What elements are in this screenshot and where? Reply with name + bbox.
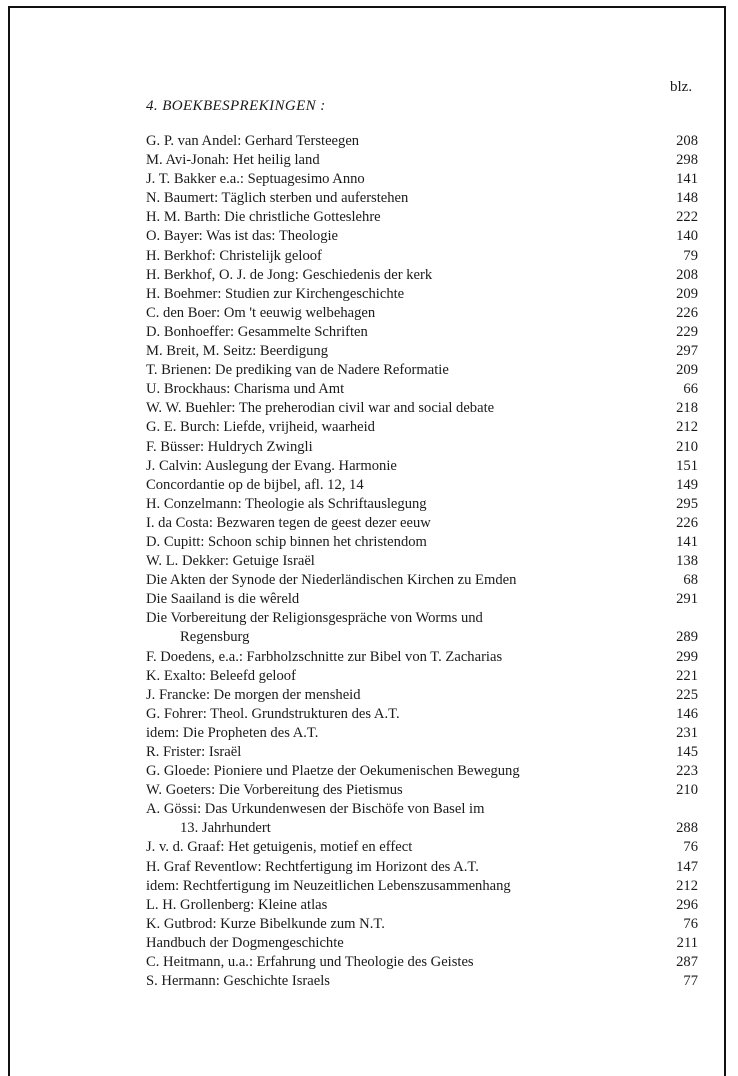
index-entry [146,304,698,323]
entry-title-line: D. Bonhoeffer: Gesammelte Schriften [146,323,368,340]
entry-title [146,915,658,934]
entry-title-line: H. Berkhof: Christelijk geloof [146,247,322,264]
index-entry [146,743,698,762]
entry-page-number: 148 [676,190,698,207]
index-entry [146,705,698,724]
entry-page-number: 76 [683,915,698,932]
entry-page-number: 298 [676,152,698,169]
entry-title-line: M. Avi-Jonah: Het heilig land [146,152,320,169]
entry-title-line: W. L. Dekker: Getuige Israël [146,553,315,570]
entry-title [146,514,658,533]
entry-page-number: 295 [676,495,698,512]
entry-title [146,418,658,437]
entry-page-number: 288 [676,820,698,837]
entry-page-number: 141 [676,171,698,188]
index-entry [146,858,698,877]
entry-page-number: 218 [676,400,698,417]
entry-title-line: W. W. Buehler: The preherodian civil war and social debate [146,400,495,417]
entry-title [146,361,658,380]
entry-title [146,438,658,457]
entry-title [146,648,658,667]
index-entry [146,915,698,934]
entry-title-line: R. Frister: Israël [146,744,242,760]
entry-page-number: 299 [676,648,698,665]
entry-title [146,227,658,246]
entry-page-number: 231 [676,724,698,741]
entry-title-line: A. Gössi: Das Urkundenwesen der Bischöfe von Basel im [146,801,485,818]
entry-title-line: N. Baumert: Täglich sterben und auferstehen [146,190,409,207]
entry-title [146,838,658,857]
entry-title-line: C. den Boer: Om 't eeuwig welbehagen [146,304,376,321]
entry-page-number: 209 [676,362,698,379]
index-entry [146,476,698,495]
entry-page-number: 212 [676,877,698,894]
index-entry [146,762,698,781]
index-entry [146,151,698,170]
index-entry [146,189,698,208]
index-entry [146,247,698,266]
entry-title [146,151,658,170]
index-entry [146,533,698,552]
index-entry [146,227,698,246]
entry-title-line: F. Büsser: Huldrych Zwingli [146,438,313,455]
index-entry [146,170,698,189]
entry-title [146,342,658,361]
index-entry [146,457,698,476]
book-review-index [146,132,698,991]
entry-page-number: 287 [676,954,698,971]
entry-title [146,476,658,495]
entry-title-line: Die Saailand is die wêreld [146,591,300,608]
index-entry [146,953,698,972]
entry-title [146,304,658,323]
entry-page-number: 291 [676,591,698,608]
index-entry [146,800,698,838]
entry-page-number: 211 [676,934,698,951]
entry-title-line: U. Brockhaus: Charisma und Amt [146,381,345,398]
entry-page-number: 226 [676,304,698,321]
entry-title-line: Concordantie op de bijbel, afl. 12, 14 [146,476,364,493]
entry-title-line: G. Fohrer: Theol. Grundstrukturen des A.T. [146,705,400,722]
entry-page-number: 68 [683,572,698,589]
entry-title-line: M. Breit, M. Seitz: Beerdigung [146,343,328,360]
entry-title-line: G. P. van Andel: Gerhard Tersteegen [146,133,360,149]
index-entry [146,342,698,361]
entry-page-number: 212 [676,419,698,436]
entry-title-line: K. Exalto: Beleefd geloof [146,667,296,684]
entry-page-number: 222 [676,209,698,226]
entry-title-line: H. Boehmer: Studien zur Kirchengeschichte [146,285,405,302]
entry-title [146,170,658,189]
entry-title [146,285,658,304]
entry-title-line: K. Gutbrod: Kurze Bibelkunde zum N.T. [146,915,385,932]
entry-title [146,380,658,399]
index-entry [146,438,698,457]
index-entry [146,896,698,915]
entry-title [146,533,658,552]
entry-title-line: J. v. d. Graaf: Het getuigenis, motief en effect [146,839,413,856]
entry-title [146,667,658,686]
entry-title-line: H. M. Barth: Die christliche Gotteslehre [146,209,381,226]
entry-page-number: 79 [683,247,698,264]
entry-page-number: 223 [676,763,698,780]
index-entry [146,972,698,991]
entry-page-number: 208 [676,133,698,149]
entry-page-number: 138 [676,553,698,570]
entry-page-number: 208 [676,266,698,283]
entry-title [146,800,658,838]
entry-page-number: 297 [676,343,698,360]
entry-title-line: J. T. Bakker e.a.: Septuagesimo Anno [146,171,365,188]
entry-title-line: G. E. Burch: Liefde, vrijheid, waarheid [146,419,375,436]
index-entry [146,609,698,647]
entry-title [146,609,658,647]
entry-title-line: 13. Jahrhundert [180,820,271,837]
index-entry [146,877,698,896]
entry-title-line: Regensburg [180,629,250,646]
entry-title [146,132,658,151]
entry-title-line: I. da Costa: Bezwaren tegen de geest dezer eeuw [146,514,431,531]
entry-title [146,571,658,590]
entry-title-line: O. Bayer: Was ist das: Theologie [146,228,339,245]
index-entry [146,514,698,533]
entry-title-line: C. Heitmann, u.a.: Erfahrung und Theologie des Geistes [146,954,474,971]
index-entry [146,495,698,514]
index-entry [146,686,698,705]
entry-title [146,953,658,972]
index-entry [146,132,698,151]
entry-page-number: 146 [676,705,698,722]
entry-title-line: T. Brienen: De prediking van de Nadere Reformatie [146,362,449,379]
entry-title [146,724,658,743]
entry-page-number: 229 [676,323,698,340]
entry-title-line: idem: Rechtfertigung im Neuzeitlichen Lebenszusammenhang [146,877,511,894]
entry-title [146,495,658,514]
entry-page-number: 141 [676,533,698,550]
entry-title-line: idem: Die Propheten des A.T. [146,724,319,741]
entry-title [146,877,658,896]
entry-title [146,189,658,208]
index-entry [146,552,698,571]
entry-page-number: 210 [676,438,698,455]
entry-title [146,552,658,571]
entry-title [146,208,658,227]
entry-page-number: 210 [676,782,698,799]
index-entry [146,208,698,227]
entry-title-line: H. Berkhof, O. J. de Jong: Geschiedenis der kerk [146,266,433,283]
entry-title [146,781,658,800]
entry-title [146,247,658,266]
entry-page-number: 147 [676,858,698,875]
index-entry [146,399,698,418]
index-entry [146,934,698,953]
entry-title-line: Die Akten der Synode der Niederländischen Kirchen zu Emden [146,572,517,589]
index-entry [146,418,698,437]
entry-title [146,762,658,781]
entry-title [146,457,658,476]
entry-title-line: J. Francke: De morgen der mensheid [146,686,361,703]
entry-page-number: 209 [676,285,698,302]
entry-title [146,399,658,418]
entry-title [146,896,658,915]
index-entry [146,380,698,399]
index-entry [146,724,698,743]
entry-page-number: 225 [676,686,698,703]
entry-title [146,323,658,342]
entry-title-line: Handbuch der Dogmengeschichte [146,934,344,951]
entry-page-number: 145 [676,744,698,760]
entry-title-line: S. Hermann: Geschichte Israels [146,973,330,990]
section-heading: 4. BOEKBESPREKINGEN : [146,98,326,114]
entry-page-number: 66 [683,381,698,398]
entry-page-number: 221 [676,667,698,684]
entry-page-number: 140 [676,228,698,245]
entry-title-line: H. Graf Reventlow: Rechtfertigung im Horizont des A.T. [146,858,479,875]
entry-title [146,934,658,953]
entry-title [146,705,658,724]
entry-title [146,266,658,285]
entry-title [146,590,658,609]
index-entry [146,361,698,380]
entry-title [146,743,658,762]
entry-page-number: 289 [676,629,698,646]
index-entry [146,838,698,857]
entry-title-line: G. Gloede: Pioniere und Plaetze der Oekumenischen Bewegung [146,763,520,780]
entry-title-line: L. H. Grollenberg: Kleine atlas [146,896,328,913]
index-entry [146,781,698,800]
index-entry [146,571,698,590]
entry-title-line: Die Vorbereitung der Religionsgespräche von Worms und [146,610,483,627]
entry-title [146,858,658,877]
entry-title-line: H. Conzelmann: Theologie als Schriftauslegung [146,495,427,512]
entry-page-number: 149 [676,476,698,493]
index-entry [146,648,698,667]
entry-title-line: D. Cupitt: Schoon schip binnen het christendom [146,533,427,550]
index-entry [146,590,698,609]
entry-title [146,972,658,991]
entry-title-line: W. Goeters: Die Vorbereitung des Pietismus [146,782,403,799]
entry-title-line: F. Doedens, e.a.: Farbholzschnitte zur Bibel von T. Zacharias [146,648,503,665]
page-column-label: blz. [670,79,693,95]
index-entry [146,285,698,304]
index-entry [146,323,698,342]
entry-title [146,686,658,705]
entry-title-line: J. Calvin: Auslegung der Evang. Harmonie [146,457,397,474]
index-entry [146,667,698,686]
entry-page-number: 226 [676,514,698,531]
entry-page-number: 76 [683,839,698,856]
entry-page-number: 296 [676,896,698,913]
index-entry [146,266,698,285]
entry-page-number: 77 [683,973,698,990]
entry-page-number: 151 [676,457,698,474]
